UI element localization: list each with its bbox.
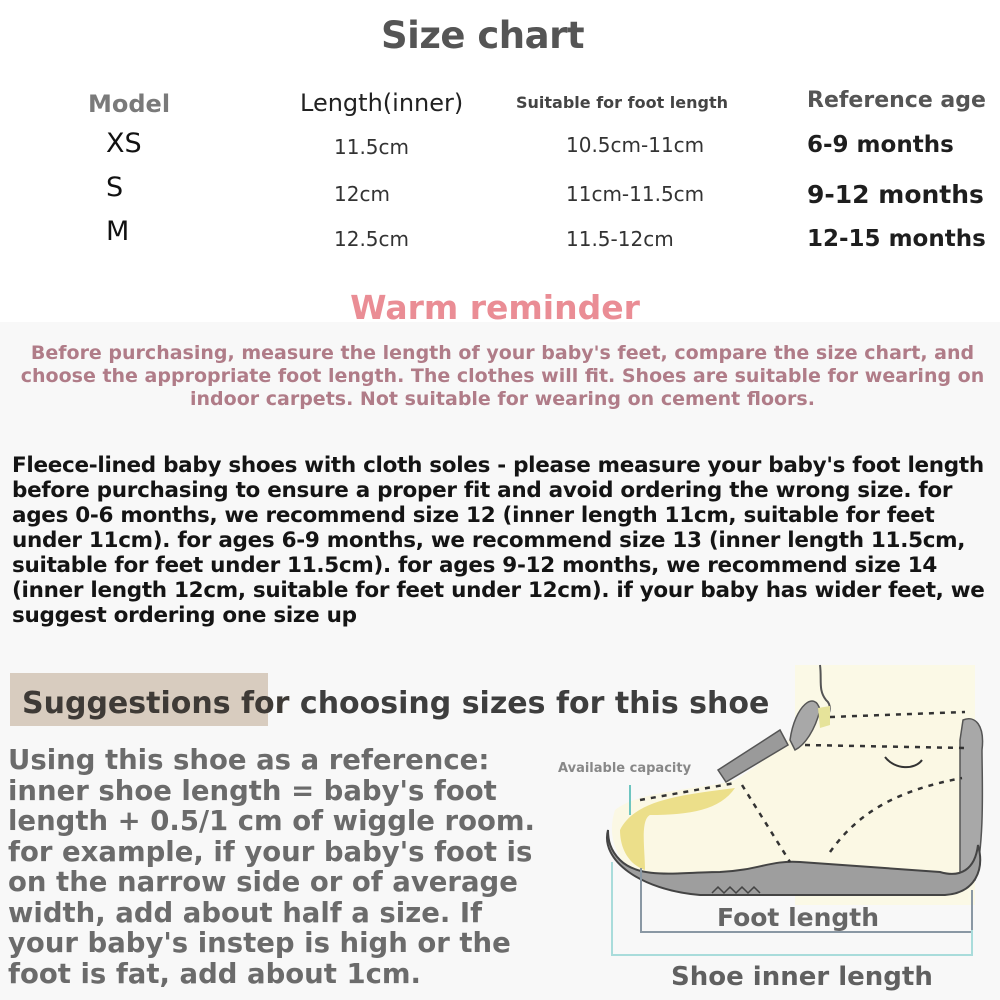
header-reference-age: Reference age [807,88,986,113]
suggestions-title-rest: choosing sizes for this shoe [289,686,770,721]
warm-reminder-body: Before purchasing, measure the length of your baby's feet, compare the size chart, and choose the appropriate foot length. The clothes will fit. Shoes are suitable for wearing on indoor carpets. Not suitable for wearing on cement floors. [20,342,985,410]
row-xs-age: 6-9 months [807,132,954,158]
product-description: Fleece-lined baby shoes with cloth soles - please measure your baby's foot length before purchasing to ensure a proper fit and avoid ordering the wrong size. for ages 0-6 months, we recommend size 12 (inner length 11cm, suitable for feet under 11cm). for ages 6-9 months, we recommend size 13 (inner length 11.5cm, suitable for feet under 11.5cm). for ages 9-12 months, we recommend size 14 (inner length 12cm, suitable for feet under 12cm). if your baby has wider feet, we suggest ordering one size up [12,453,985,628]
row-xs-foot-length: 10.5cm-11cm [566,133,705,157]
ankle-yellow-patch [818,706,830,728]
row-m-model: M [106,216,130,247]
row-xs-model: XS [106,128,142,159]
row-s-model: S [106,172,124,203]
suggestions-title-highlighted: Suggestions for [22,686,290,721]
size-chart-title: Size chart [380,14,585,57]
row-s-length: 12cm [334,182,390,206]
row-s-age: 9-12 months [807,180,984,209]
row-s-foot-length: 11cm-11.5cm [566,182,705,206]
row-m-foot-length: 11.5-12cm [566,227,674,251]
header-length-inner: Length(inner) [300,89,464,117]
foot-length-label: Foot length [717,903,880,932]
row-m-age: 12-15 months [807,226,986,252]
row-xs-length: 11.5cm [334,135,410,159]
warm-reminder-title: Warm reminder [350,288,640,327]
header-foot-length: Suitable for foot length [516,93,728,112]
shoe-inner-length-label: Shoe inner length [671,962,933,992]
header-model: Model [88,90,171,118]
shoe-diagram-illustration [540,650,1000,1000]
row-m-length: 12.5cm [334,227,410,251]
suggestions-body: Using this shoe as a reference: inner shoe length = baby's foot length + 0.5/1 cm of wiggle room. for example, if your baby's foot is on the narrow side or of average width, add about half a size. If your baby's instep is high or the foot is fat, add about 1cm. [8,744,535,990]
available-capacity-label: Available capacity [558,761,692,776]
